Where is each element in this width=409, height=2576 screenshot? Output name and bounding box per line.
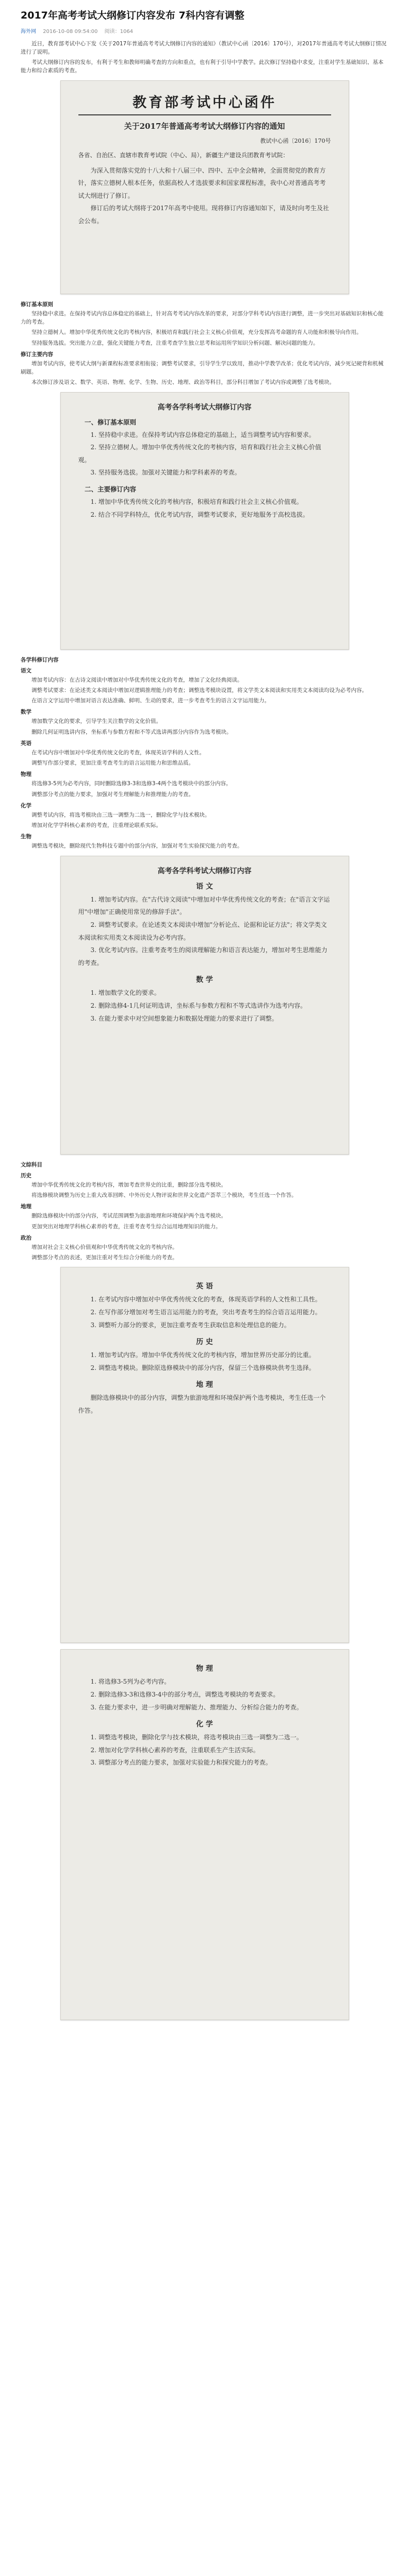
scan-subject-heading: 物 理 xyxy=(196,1665,213,1673)
subject-heading: 地理 xyxy=(21,1204,31,1210)
scan-paragraph: 3. 调整听力部分的要求，更加注重考查考生获取信息和处理信息的能力。 xyxy=(90,1321,290,1329)
body-paragraph: 坚持立德树人。增加中华优秀传统文化的考核内容，积极培育和践行社会主义核心价值观，充分发挥高考命题的育人功能和积极导向作用。 xyxy=(31,329,362,336)
subject-heading: 历史 xyxy=(21,1172,31,1179)
body-paragraph: 在考试内容中增加对中华优秀传统文化的考查，体现英语学科的人文性。 xyxy=(31,749,205,756)
letter-header: 教育部考试中心函件 xyxy=(133,94,276,111)
letter-paragraph: 为深入贯彻落实党的十八大和十八届三中、四中、五中全会精神，全面贯彻党的教育方针，落实立德树人根本任务，依据高校人才选拔要求和国家课程标准，我中心对普通高考考试大纲进行了修订。 xyxy=(78,166,326,199)
scan-paragraph: 2. 坚持立德树人。增加中华优秀传统文化的考核内容，培育和践行社会主义核心价值观。 xyxy=(78,444,321,464)
scan-paragraph: 2. 调整考试要求。在论述类文本阅读中增加"分析论点、论据和论证方法"；将文学类文本阅读和实用类文本阅读设为必考内容。 xyxy=(78,921,327,941)
scan-paragraph: 2. 调整选考模块。删除原选修模块中的部分内容，保留三个选修模块供考生选择。 xyxy=(90,1364,315,1371)
body-paragraph: 增加考试内容，使考试大纲与新课程标准要求相衔接；调整考试要求，引导学生学以致用，推动中学教学改革；优化考试内容，减少死记硬背和机械刷题。 xyxy=(21,360,384,376)
body-paragraph: 调整部分考点的表述，更加注重对考生综合分析能力的考查。 xyxy=(31,1255,178,1261)
scan-paragraph: 1. 增加数学文化的要求。 xyxy=(90,989,160,997)
body-paragraph: 坚持服务选拔。突出能力立意，强化关键能力考查，注重考查学生独立思考和运用所学知识分析问题、解决问题的能力。 xyxy=(31,340,319,346)
scan-paragraph: 1. 坚持稳中求进。在保持考试内容总体稳定的基础上，适当调整考试内容和要求。 xyxy=(90,431,315,438)
scan-paragraph: 1. 调整选考模块，删除化学与技术模块，将选考模块由三选一调整为二选一。 xyxy=(90,1734,303,1741)
body-paragraph: 将选修模块调整为历史上重大改革回眸、中外历史人物评说和世界文化遗产荟萃三个模块，考生任选一个作答。 xyxy=(31,1192,297,1199)
article-meta xyxy=(21,27,388,35)
section-heading: 修订主要内容 xyxy=(21,351,53,358)
scan-revision-principles xyxy=(60,392,349,650)
body-paragraph: 坚持稳中求进。在保持考试内容总体稳定的基础上，针对高考考试内容改革的要求，对部分学科考试内容进行调整，进一步突出对基础知识和核心能力的考查。 xyxy=(21,310,384,325)
scan-title: 高考各学科考试大纲修订内容 xyxy=(157,867,252,875)
letter-title: 关于2017年普通高考考试大纲修订内容的通知 xyxy=(124,121,285,131)
scan-paragraph: 1. 增加考试内容。在"古代诗文阅读"中增加对中华优秀传统文化的考查；在"语言文字运用"中增加"正确使用常见的修辞手法"。 xyxy=(78,895,330,916)
body-paragraph: 增加数学文化的要求，引导学生关注数学的文化价值。 xyxy=(31,718,161,725)
scan-paragraph: 2. 在写作部分增加对考生语言运用能力的考查，突出考查考生的综合语言运用能力。 xyxy=(90,1308,321,1316)
article-views: 阅读：1064 xyxy=(104,28,134,35)
intro-paragraph: 近日，教育部考试中心下发《关于2017年普通高考考试大纲修订内容的通知》（教试中心函〔2016〕170号），对2017年普通高考考试大纲修订情况进行了说明。 xyxy=(21,40,387,55)
article-body xyxy=(21,40,388,2021)
body-paragraph: 调整部分考点的能力要求，加强对考生理解能力和推理能力的考查。 xyxy=(31,791,194,798)
section-heading: 修订基本原则 xyxy=(21,301,53,308)
section-heading: 文综科目 xyxy=(21,1161,42,1168)
scan-paragraph: 2. 结合不同学科特点，优化考试内容，调整考试要求，更好地服务于高校选拔。 xyxy=(90,511,309,518)
scan-subject-heading: 历 史 xyxy=(196,1338,213,1347)
body-paragraph: 更加突出对地理学科核心素养的考查，注重考查考生综合运用地理知识的能力。 xyxy=(31,1223,221,1230)
subject-heading: 生物 xyxy=(21,834,31,840)
scan-paragraph: 3. 调整部分考点的能力要求，加强对实验能力和探究能力的考查。 xyxy=(90,1759,272,1767)
scan-paragraph: 3. 优化考试内容。注重考查考生的阅读理解能力和语言表达能力，增加对考生思维能力的考查。 xyxy=(78,946,328,967)
body-paragraph: 本次修订涉及语文、数学、英语、物理、化学、生物、历史、地理、政治等科目，部分科目增加了考试内容或调整了选考模块。 xyxy=(31,379,335,386)
body-paragraph: 增加对社会主义核心价值观和中华优秀传统文化的考核内容。 xyxy=(31,1244,178,1250)
scan-subject-heading: 化 学 xyxy=(196,1720,213,1729)
scan-paragraph: 2. 删除选修4-1几何证明选讲，坐标系与参数方程和不等式选讲作为选考内容。 xyxy=(90,1002,307,1009)
scan-title: 高考各学科考试大纲修订内容 xyxy=(157,403,252,412)
body-paragraph: 调整选考模块，删除现代生物科技专题中的部分内容，加强对考生实验探究能力的考查。 xyxy=(31,843,243,850)
letter-rule xyxy=(78,114,331,115)
subject-heading: 物理 xyxy=(21,771,31,778)
body-paragraph: 增加中华优秀传统文化的考核内容，增加考查世界史的比重，删除部分选考模块。 xyxy=(31,1181,226,1188)
article-date: 2016-10-08 09:54:00 xyxy=(43,28,98,35)
body-paragraph: 增加考试内容：在古诗文阅读中增加对中华优秀传统文化的考查，增加了文化经典阅读。 xyxy=(31,676,243,683)
body-paragraph: 将选修3-5列为必考内容，同时删除选修3-3和选修3-4两个选考模块中的部分内容。 xyxy=(31,781,232,787)
subject-heading: 政治 xyxy=(21,1234,31,1241)
scan-subject-english-history-geo xyxy=(60,1267,349,1643)
letter-addressee: 各省、自治区、直辖市教育考试院（中心、局），新疆生产建设兵团教育考试院： xyxy=(78,151,289,159)
article-source[interactable]: 海外网 xyxy=(21,28,36,35)
scan-subject-heading: 数 学 xyxy=(196,976,213,985)
scan-subject-heading: 地 理 xyxy=(196,1381,213,1389)
body-paragraph: 调整考试内容，将选考模块由三选一调整为二选一，删除化学与技术模块。 xyxy=(31,811,210,818)
scan-paragraph: 1. 增加考试内容。增加中华优秀传统文化的考核内容，增加世界历史部分的比重。 xyxy=(90,1351,315,1359)
section-heading: 各学科修订内容 xyxy=(21,656,59,663)
scan-section-heading: 二、主要修订内容 xyxy=(85,485,137,493)
scan-paragraph: 1. 在考试内容中增加对中华优秀传统文化的考查，体现英语学科的人文性和工具性。 xyxy=(90,1296,321,1303)
body-paragraph: 调整考试要求：在论述类文本阅读中增加对逻辑推理能力的考查；调整选考模块设置，将文学类文本阅读和实用类文本阅读均设为必考内容。 xyxy=(31,687,367,693)
scan-paragraph: 3. 在能力要求中对空间想象能力和数据处理能力的要求进行了调整。 xyxy=(90,1014,278,1022)
scan-official-letter xyxy=(60,80,349,294)
intro-paragraph: 考试大纲修订内容的发布，有利于考生和教师明确考查的方向和重点，也有利于引导中学教学。此次修订坚持稳中求变，注重对学生基础知识、基本能力和综合素质的考查。 xyxy=(21,59,384,74)
scan-paragraph: 1. 增加中华优秀传统文化的考核内容，积极培育和践行社会主义核心价值观。 xyxy=(90,498,303,505)
subject-heading: 英语 xyxy=(21,740,31,747)
scan-subject-heading: 语 文 xyxy=(196,882,213,891)
body-paragraph: 删除几何证明选讲内容，坐标系与参数方程和不等式选讲两部分内容作为选考模块。 xyxy=(31,728,232,735)
subject-heading: 数学 xyxy=(21,709,31,716)
scan-paragraph: 2. 增加对化学学科核心素养的考查，注重联系生产生活实际。 xyxy=(90,1746,259,1754)
letter-paragraph: 修订后的考试大纲将于2017年高考中使用。现将修订内容通知如下，请及时向考生及社会公布。 xyxy=(78,205,330,225)
body-paragraph: 调整写作部分要求，更加注重考查考生的语言运用能力和思维品质。 xyxy=(31,760,194,767)
scan-paragraph: 2. 删除选修3-3和选修3-4中的部分考点，调整选考模块的考查要求。 xyxy=(90,1690,280,1698)
scan-section-heading: 一、修订基本原则 xyxy=(85,418,137,426)
scan-paragraph: 1. 将选修3-5列为必考内容。 xyxy=(90,1678,171,1686)
scan-subject-physics-chemistry xyxy=(60,1649,349,2020)
body-paragraph: 删除选修模块中的部分内容，考试范围调整为旅游地理和环境保护两个选考模块。 xyxy=(31,1213,226,1219)
scan-paragraph: 删除选修模块中的部分内容，调整为旅游地理和环境保护两个选考模块，考生任选一个作答。 xyxy=(78,1394,326,1414)
subject-heading: 语文 xyxy=(21,667,31,674)
body-paragraph: 增加对化学学科核心素养的考查，注重理论联系实际。 xyxy=(31,822,161,829)
article-title: 2017年高考考试大纲修订内容发布 7科内容有调整 xyxy=(21,10,244,21)
subject-heading: 化学 xyxy=(21,802,31,809)
scan-subject-chinese-math xyxy=(60,856,349,1155)
scan-subject-heading: 英 语 xyxy=(196,1282,213,1291)
scan-paragraph: 3. 在能力要求中，进一步明确对理解能力、推理能力、分析综合能力的考查。 xyxy=(90,1703,303,1711)
scan-paragraph: 3. 坚持服务选拔。加强对关键能力和学科素养的考查。 xyxy=(90,469,241,477)
body-paragraph: 在语言文字运用中增加对语言表达准确、鲜明、生动的要求，进一步考查考生的语言文字运用能力。 xyxy=(31,698,270,704)
letter-number: 教试中心函〔2016〕170号 xyxy=(260,137,331,144)
